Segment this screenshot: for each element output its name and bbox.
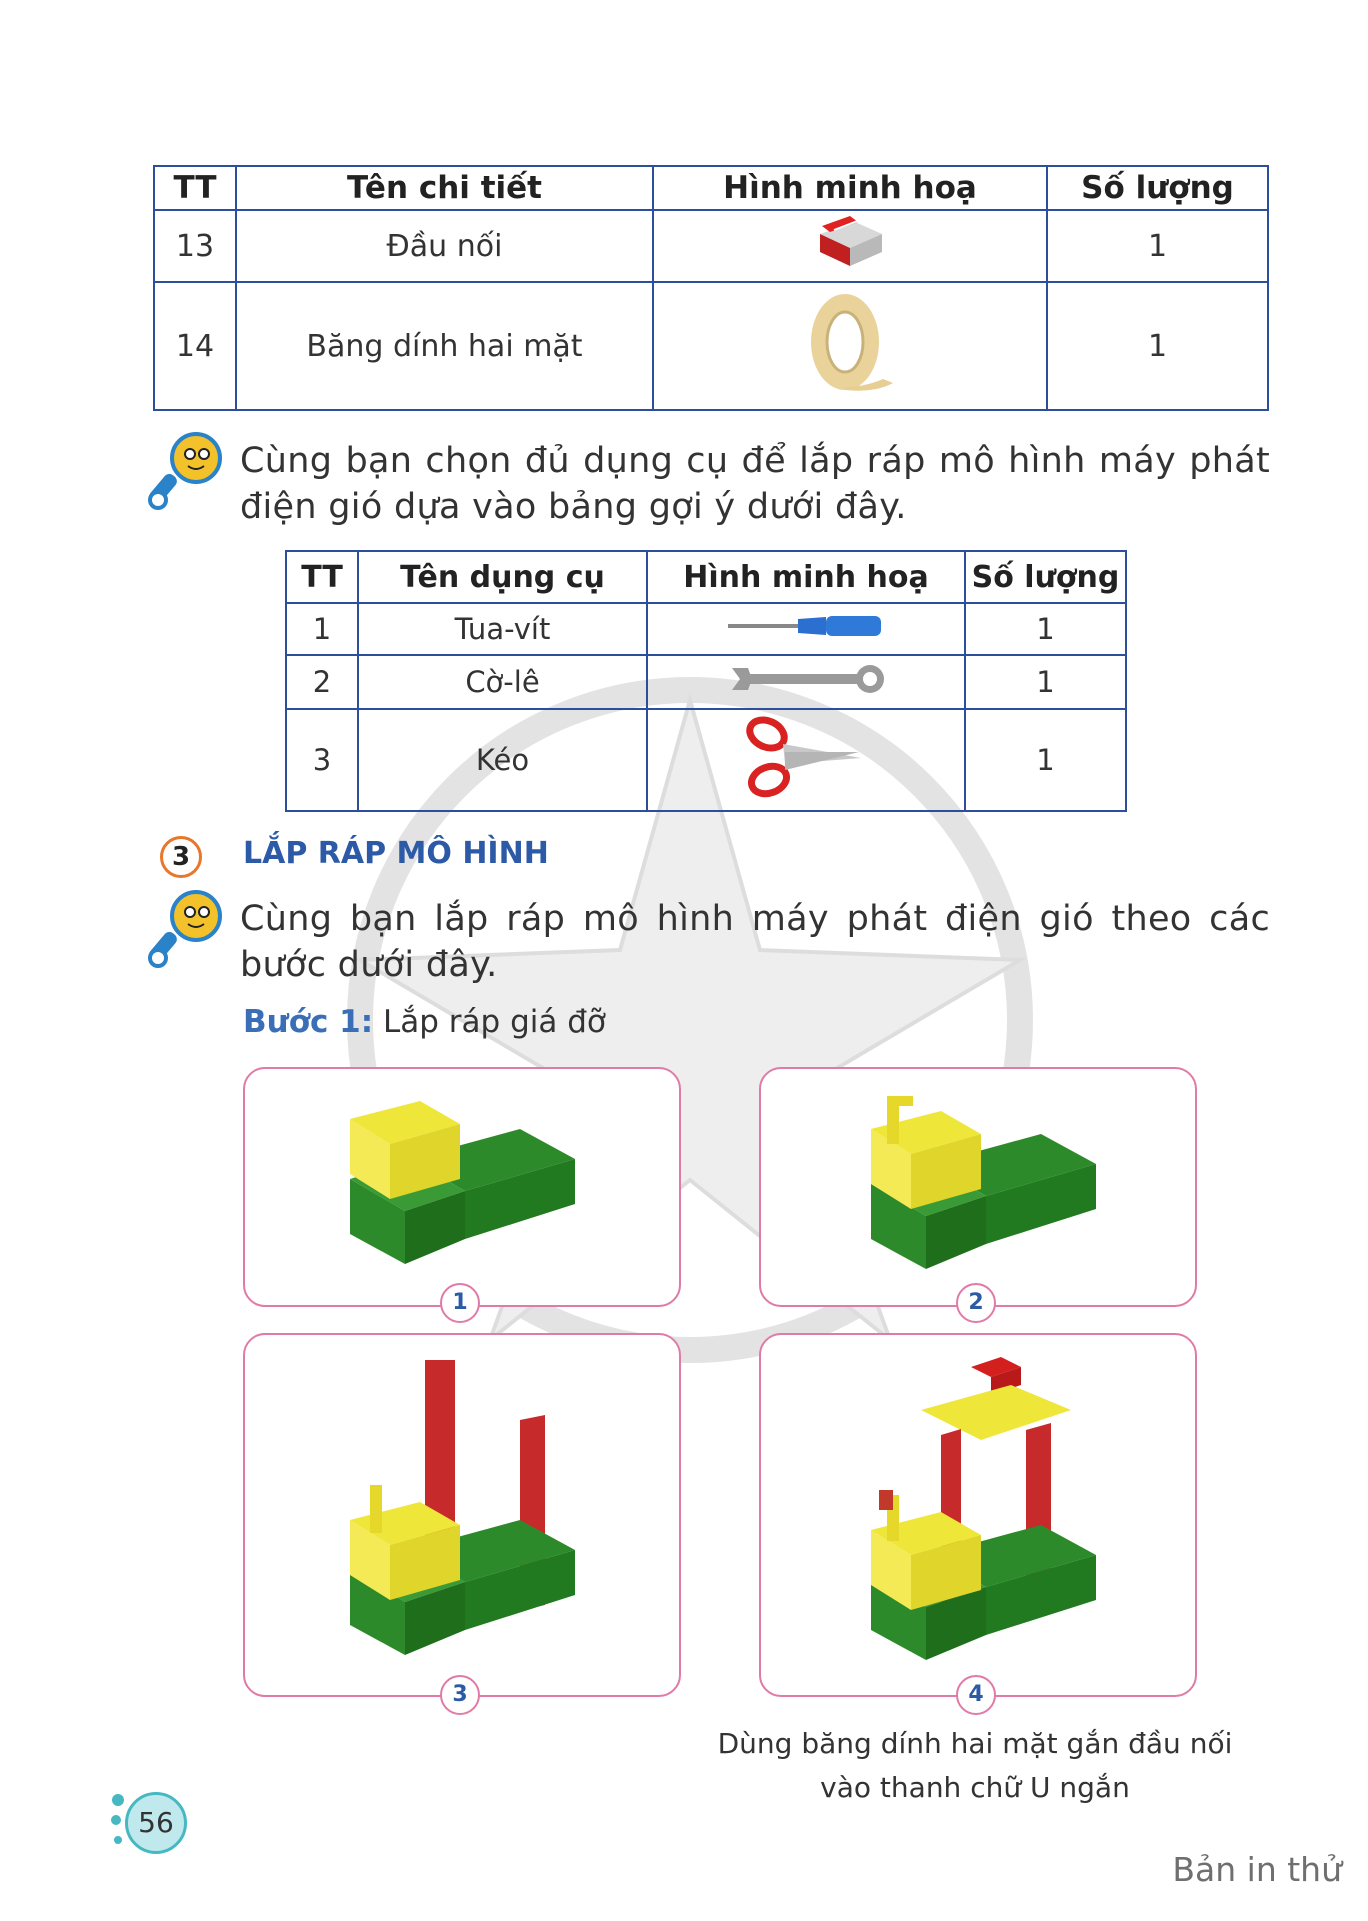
panel-number-badge: 2 bbox=[956, 1283, 996, 1323]
row-tt: 14 bbox=[154, 282, 236, 410]
instruction-tools: Cùng bạn chọn đủ dụng cụ để lắp ráp mô hình máy phát điện gió dựa vào bảng gợi ý dưới đây. bbox=[240, 441, 1270, 527]
row-tt: 2 bbox=[286, 655, 358, 709]
panel-4-caption-line1: Dùng băng dính hai mặt gắn đầu nối bbox=[717, 1727, 1233, 1760]
row-name: Kéo bbox=[358, 709, 647, 811]
tape-image bbox=[653, 282, 1047, 410]
model-illustration-4 bbox=[861, 1355, 1101, 1665]
step-heading bbox=[243, 1004, 606, 1040]
header-qty: Số lượng bbox=[965, 551, 1126, 603]
page-number: 56 bbox=[125, 1792, 187, 1854]
table-header-row bbox=[286, 551, 1126, 603]
header-name: Tên chi tiết bbox=[236, 166, 653, 210]
row-tt: 13 bbox=[154, 210, 236, 282]
row-qty: 1 bbox=[965, 709, 1126, 811]
header-name: Tên dụng cụ bbox=[358, 551, 647, 603]
row-qty: 1 bbox=[965, 655, 1126, 709]
tools-table bbox=[285, 550, 1127, 812]
table-row bbox=[154, 282, 1268, 410]
step-panel-1 bbox=[243, 1067, 681, 1307]
row-qty: 1 bbox=[965, 603, 1126, 655]
panel-number-badge: 3 bbox=[440, 1675, 480, 1715]
header-image: Hình minh hoạ bbox=[653, 166, 1047, 210]
footer-draft-label: Bản in thử bbox=[1172, 1850, 1342, 1889]
section-title: LẮP RÁP MÔ HÌNH bbox=[243, 836, 549, 871]
panel-4-caption-line2: vào thanh chữ U ngắn bbox=[820, 1771, 1130, 1804]
scissors-image bbox=[647, 709, 965, 811]
section-number: 3 bbox=[171, 842, 191, 872]
row-name: Băng dính hai mặt bbox=[236, 282, 653, 410]
row-qty: 1 bbox=[1047, 210, 1268, 282]
model-illustration-2 bbox=[861, 1094, 1101, 1274]
header-tt: TT bbox=[286, 551, 358, 603]
table-row bbox=[154, 210, 1268, 282]
screwdriver-image bbox=[647, 603, 965, 655]
step-text: Lắp ráp giá đỡ bbox=[383, 1004, 606, 1040]
panel-number-badge: 1 bbox=[440, 1283, 480, 1323]
table-row bbox=[286, 655, 1126, 709]
step-panel-3 bbox=[243, 1333, 681, 1697]
header-qty: Số lượng bbox=[1047, 166, 1268, 210]
row-name: Cờ-lê bbox=[358, 655, 647, 709]
model-illustration-1 bbox=[340, 1099, 580, 1269]
step-label: Bước 1: bbox=[243, 1004, 374, 1040]
panel-number-badge: 4 bbox=[956, 1675, 996, 1715]
wrench-tool-image bbox=[647, 655, 965, 709]
instruction-assemble: Cùng bạn lắp ráp mô hình máy phát điện gió theo các bước dưới đây. bbox=[240, 899, 1270, 985]
header-tt: TT bbox=[154, 166, 236, 210]
model-illustration-3 bbox=[340, 1360, 580, 1660]
row-tt: 3 bbox=[286, 709, 358, 811]
row-tt: 1 bbox=[286, 603, 358, 655]
wrench-mascot-icon bbox=[146, 888, 226, 968]
row-qty: 1 bbox=[1047, 282, 1268, 410]
connector-image bbox=[653, 210, 1047, 282]
row-name: Tua-vít bbox=[358, 603, 647, 655]
table-row bbox=[286, 603, 1126, 655]
table-header-row bbox=[154, 166, 1268, 210]
section-number-badge bbox=[160, 836, 202, 878]
row-name: Đầu nối bbox=[236, 210, 653, 282]
panel-4-caption bbox=[690, 1722, 1260, 1810]
wrench-mascot-icon bbox=[146, 430, 226, 510]
step-panel-2 bbox=[759, 1067, 1197, 1307]
table-row bbox=[286, 709, 1126, 811]
step-panel-4 bbox=[759, 1333, 1197, 1697]
header-image: Hình minh hoạ bbox=[647, 551, 965, 603]
parts-table bbox=[153, 165, 1269, 411]
